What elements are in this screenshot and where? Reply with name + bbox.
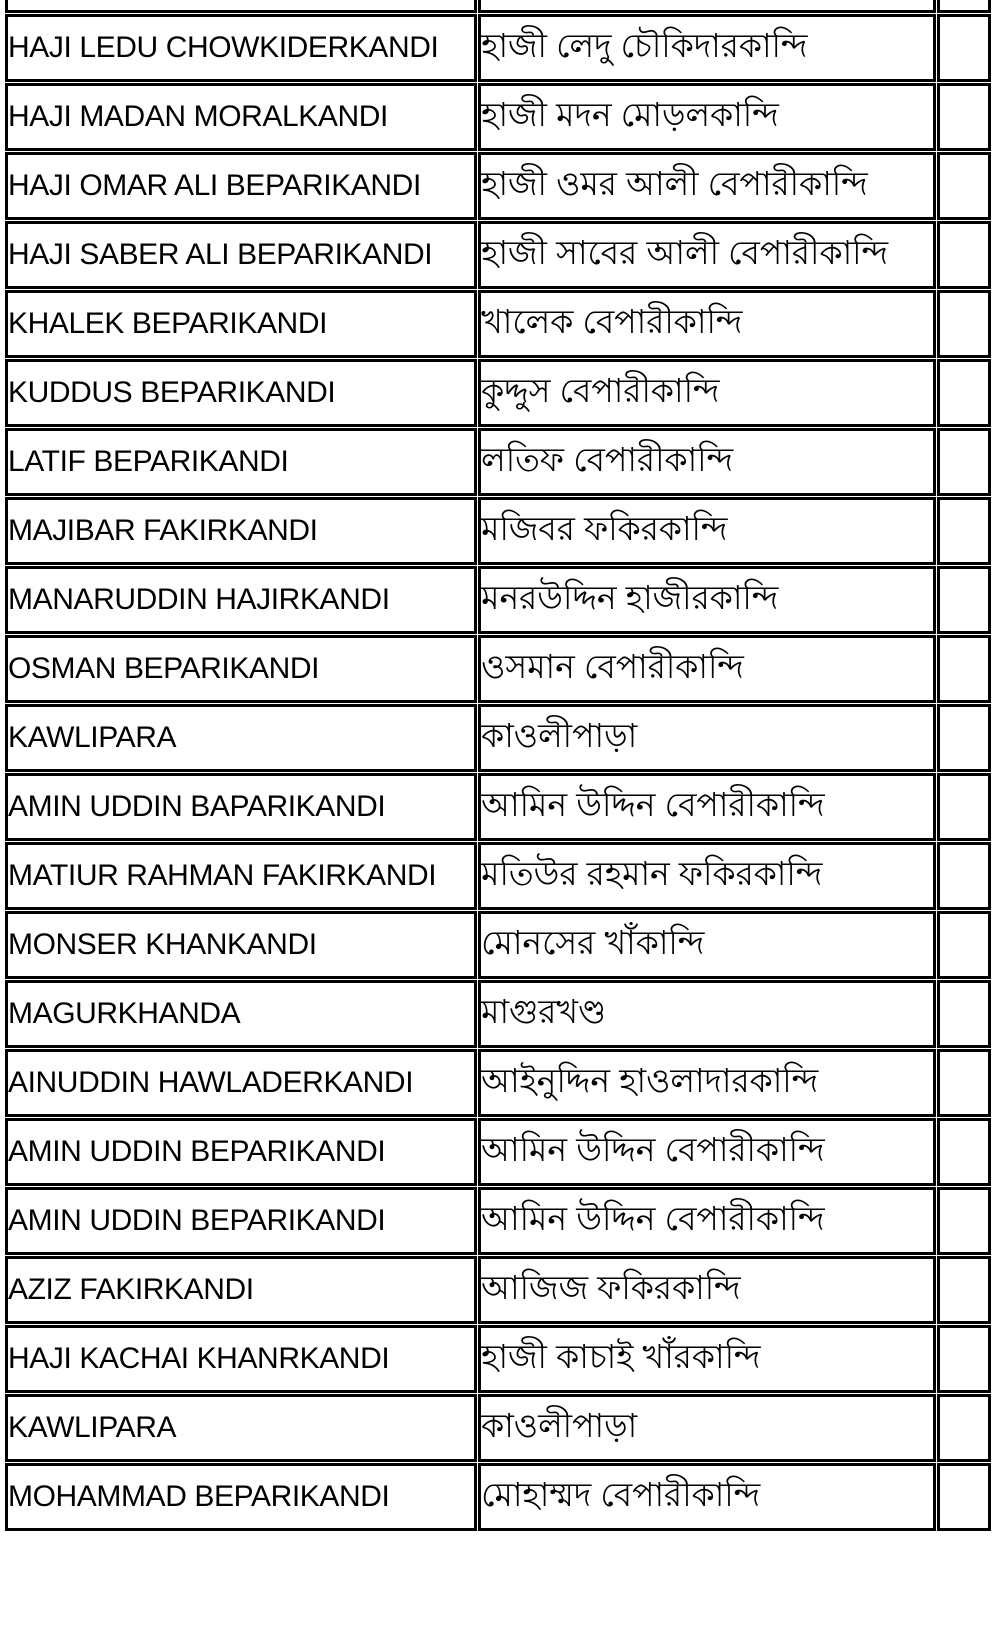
table-row <box>5 221 991 289</box>
village-name-en: AMIN UDDIN BEPARIKANDI <box>5 1187 477 1255</box>
village-name-bn: আজিজ ফকিরকান্দি <box>478 1256 935 1324</box>
village-name-bn: হাজী সাবের আলী বেপারীকান্দি <box>478 221 935 289</box>
table-row <box>5 980 991 1048</box>
cutoff-column-cell <box>937 842 991 910</box>
cutoff-column-cell <box>937 497 991 565</box>
cutoff-column-cell <box>937 635 991 703</box>
village-name-sheet <box>4 0 992 1532</box>
table-row <box>5 1256 991 1324</box>
cutoff-column-cell <box>937 221 991 289</box>
cutoff-column-cell <box>937 1118 991 1186</box>
village-name-en: KUDDUS BEPARIKANDI <box>5 359 477 427</box>
village-name-en: MATIUR RAHMAN FAKIRKANDI <box>5 842 477 910</box>
village-name-bn: আমিন উদ্দিন বেপারীকান্দি <box>478 1187 935 1255</box>
cutoff-column-cell <box>937 980 991 1048</box>
village-name-en: HAJI LEDU CHOWKIDERKANDI <box>5 14 477 82</box>
cutoff-column-cell <box>937 1187 991 1255</box>
table-row <box>5 428 991 496</box>
table-row <box>5 1049 991 1117</box>
table-row <box>5 152 991 220</box>
table-row <box>5 83 991 151</box>
table-row <box>5 14 991 82</box>
cutoff-column-cell <box>937 773 991 841</box>
table-row <box>5 842 991 910</box>
village-name-en: HAJI SABER ALI BEPARIKANDI <box>5 221 477 289</box>
village-name-bn: কুদ্দুস বেপারীকান্দি <box>478 359 935 427</box>
village-name-en: OSMAN BEPARIKANDI <box>5 635 477 703</box>
village-name-en: HAJI KACHAI KHANRKANDI <box>5 1325 477 1393</box>
table-row <box>5 1325 991 1393</box>
village-name-en: MAGURKHANDA <box>5 980 477 1048</box>
cutoff-column-cell <box>937 14 991 82</box>
village-name-bn: মাগুরখণ্ড <box>478 980 935 1048</box>
village-name-en: AMIN UDDIN BEPARIKANDI <box>5 1118 477 1186</box>
village-name-bn: আমিন উদ্দিন বেপারীকান্দি <box>478 1118 935 1186</box>
village-name-bn: মজিবর ফকিরকান্দি <box>478 497 935 565</box>
village-name-en: AINUDDIN HAWLADERKANDI <box>5 1049 477 1117</box>
cutoff-column-cell <box>937 428 991 496</box>
partial-row-top <box>5 0 991 13</box>
cutoff-column-cell <box>937 1325 991 1393</box>
cutoff-column-cell <box>937 911 991 979</box>
village-name-bn: কাওলীপাড়া <box>478 704 935 772</box>
table-row <box>5 773 991 841</box>
cutoff-column-cell <box>937 359 991 427</box>
village-name-bn: হাজী মদন মোড়লকান্দি <box>478 83 935 151</box>
village-table-body <box>5 0 991 1531</box>
table-row <box>5 497 991 565</box>
table-row <box>5 635 991 703</box>
village-name-en: LATIF BEPARIKANDI <box>5 428 477 496</box>
cutoff-column-cell <box>937 1256 991 1324</box>
village-name-en: MONSER KHANKANDI <box>5 911 477 979</box>
village-name-bn: মোহাম্মদ বেপারীকান্দি <box>478 1463 935 1531</box>
village-name-en: HAJI MADAN MORALKANDI <box>5 83 477 151</box>
village-name-en: MOHAMMAD BEPARIKANDI <box>5 1463 477 1531</box>
village-name-bn: কাওলীপাড়া <box>478 1394 935 1462</box>
cutoff-column-cell <box>937 566 991 634</box>
cutoff-column-cell <box>937 83 991 151</box>
table-row <box>5 566 991 634</box>
partial-cell <box>5 0 477 13</box>
cutoff-column-cell <box>937 1394 991 1462</box>
cutoff-column-cell <box>937 0 991 13</box>
village-name-en: HAJI OMAR ALI BEPARIKANDI <box>5 152 477 220</box>
table-row <box>5 1463 991 1531</box>
village-name-en: KHALEK BEPARIKANDI <box>5 290 477 358</box>
table-row <box>5 1118 991 1186</box>
cutoff-column-cell <box>937 704 991 772</box>
cutoff-column-cell <box>937 290 991 358</box>
cutoff-column-cell <box>937 152 991 220</box>
table-row <box>5 290 991 358</box>
table-row <box>5 359 991 427</box>
village-name-bn: হাজী লেদু চৌকিদারকান্দি <box>478 14 935 82</box>
cutoff-column-cell <box>937 1049 991 1117</box>
village-name-bn: হাজী ওমর আলী বেপারীকান্দি <box>478 152 935 220</box>
village-name-bn: ওসমান বেপারীকান্দি <box>478 635 935 703</box>
village-name-bn: লতিফ বেপারীকান্দি <box>478 428 935 496</box>
village-name-bn: মনরউদ্দিন হাজীরকান্দি <box>478 566 935 634</box>
village-name-bn: মোনসের খাঁকান্দি <box>478 911 935 979</box>
village-name-bn: মতিউর রহমান ফকিরকান্দি <box>478 842 935 910</box>
village-name-en: MANARUDDIN HAJIRKANDI <box>5 566 477 634</box>
village-name-en: KAWLIPARA <box>5 704 477 772</box>
village-name-bn: আইনুদ্দিন হাওলাদারকান্দি <box>478 1049 935 1117</box>
village-name-bn: আমিন উদ্দিন বেপারীকান্দি <box>478 773 935 841</box>
cutoff-column-cell <box>937 1463 991 1531</box>
village-name-en: AZIZ FAKIRKANDI <box>5 1256 477 1324</box>
village-name-bn: হাজী কাচাই খাঁরকান্দি <box>478 1325 935 1393</box>
table-row <box>5 1394 991 1462</box>
partial-cell <box>478 0 935 13</box>
village-name-en: MAJIBAR FAKIRKANDI <box>5 497 477 565</box>
table-row <box>5 911 991 979</box>
table-row <box>5 704 991 772</box>
village-name-table <box>4 0 992 1532</box>
village-name-en: AMIN UDDIN BAPARIKANDI <box>5 773 477 841</box>
village-name-en: KAWLIPARA <box>5 1394 477 1462</box>
table-row <box>5 1187 991 1255</box>
village-name-bn: খালেক বেপারীকান্দি <box>478 290 935 358</box>
